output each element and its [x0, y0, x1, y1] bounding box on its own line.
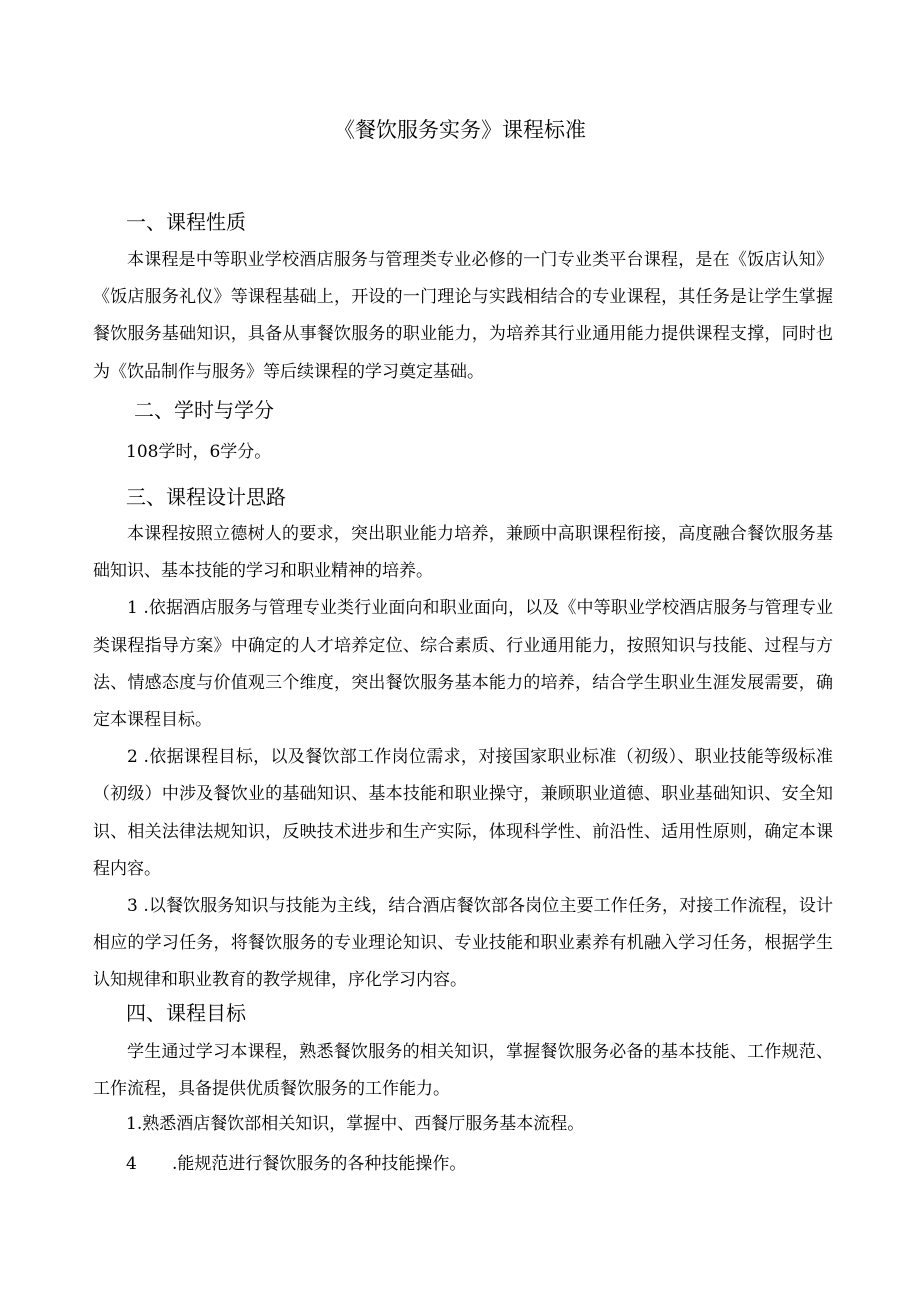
goal-item: [126, 1152, 466, 1176]
document-title: 《餐饮服务实务》课程标准: [334, 118, 586, 142]
goal-text: .能规范进行餐饮服务的各种技能操作。: [172, 1154, 467, 1174]
section-heading-goals: 四、课程目标: [126, 1001, 246, 1025]
goal-number: 1.: [126, 1114, 143, 1134]
goal-item: [126, 1112, 584, 1136]
paragraph: 1 .依据酒店服务与管理专业类行业面向和职业面向，以及《中等职业学校酒店服务与管理专业类课程指导方案》中确定的人才培养定位、综合素质、行业通用能力，按照知识与技能、过程与方法、情感态度与价值观三个维度，突出餐饮服务基本能力的培养，结合学生职业生涯发展需要，确定本课程目标。: [93, 598, 833, 731]
section-heading-design: 三、课程设计思路: [126, 485, 286, 509]
paragraph: 108学时，6学分。: [126, 442, 272, 462]
paragraph: 本课程是中等职业学校酒店服务与管理类专业必修的一门专业类平台课程，是在《饭店认知》《饭店服务礼仪》等课程基础上，开设的一门理论与实践相结合的专业课程，其任务是让学生掌握餐饮服务基础知识，具备从事餐饮服务的职业能力，为培养其行业通用能力提供课程支撑，同时也为《饮品制作与服务》等后续课程的学习奠定基础。: [93, 250, 833, 382]
section-body-design: [93, 516, 833, 1000]
section-body-nature: [93, 242, 833, 391]
section-heading-nature: 一、课程性质: [126, 210, 246, 234]
paragraph: 2 .依据课程目标，以及餐饮部工作岗位需求，对接国家职业标准（初级）、职业技能等级标准（初级）中涉及餐饮业的基础知识、基本技能和职业操守，兼顾职业道德、职业基础知识、安全知识、相关法律法规知识，反映技术进步和生产实际，体现科学性、前沿性、适用性原则，确定本课程内容。: [93, 747, 833, 879]
section-heading-hours: 二、学时与学分: [134, 398, 274, 422]
goal-number: 4: [126, 1154, 137, 1174]
paragraph: 本课程按照立德树人的要求，突出职业能力培养，兼顾中高职课程衔接，高度融合餐饮服务基础知识、基本技能的学习和职业精神的培养。: [93, 524, 833, 582]
paragraph: 学生通过学习本课程，熟悉餐饮服务的相关知识，掌握餐饮服务必备的基本技能、工作规范、工作流程，具备提供优质餐饮服务的工作能力。: [93, 1042, 833, 1100]
paragraph: 3 .以餐饮服务知识与技能为主线，结合酒店餐饮部各岗位主要工作任务，对接工作流程，设计相应的学习任务，将餐饮服务的专业理论知识、专业技能和职业素养有机融入学习任务，根据学生认知规律和职业教育的教学规律，序化学习内容。: [93, 896, 833, 991]
goal-text: 熟悉酒店餐饮部相关知识，掌握中、西餐厅服务基本流程。: [142, 1114, 585, 1134]
section-body-goals: [93, 1034, 833, 1108]
